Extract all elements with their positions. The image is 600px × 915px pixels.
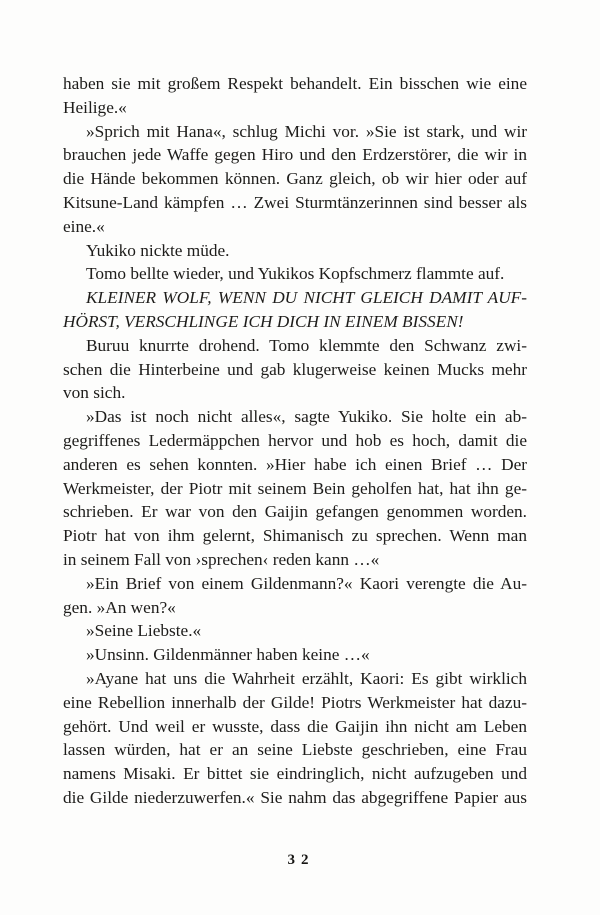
text-line: eine Rebellion innerhalb der Gilde! Piotrs Werkmeister hat dazu- [63, 692, 527, 712]
text-line: eine.« [63, 216, 105, 236]
text-line: Yukiko nickte müde. [86, 240, 230, 260]
text-line: Buruu knurrte drohend. Tomo klemmte den Schwanz zwi- [86, 335, 527, 355]
text-line: gehört. Und weil er wusste, dass die Gaijin ihn nicht am Leben [63, 716, 527, 736]
text-line: gegriffenes Ledermäppchen hervor und hob es hoch, damit die [63, 430, 527, 450]
text-line: »Das ist noch nicht alles«, sagte Yukiko. Sie holte ein ab- [86, 407, 527, 427]
text-line: gen. »An wen?« [63, 597, 176, 617]
page-text [63, 72, 527, 810]
text-line: in seinem Fall von ›sprechen‹ reden kann …« [63, 549, 380, 569]
text-line: HÖRST, VERSCHLINGE ICH DICH IN EINEM BISSEN! [63, 311, 464, 331]
text-line: schen die Hinterbeine und gab klugerweise keinen Mucks mehr [63, 359, 527, 379]
text-line: die Gilde niederzuwerfen.« Sie nahm das abgegriffene Papier aus [63, 787, 527, 807]
text-line: »Ayane hat uns die Wahrheit erzählt, Kaori: Es gibt wirklich [86, 668, 527, 688]
text-line: schrieben. Er war von den Gaijin gefangen genommen worden. [63, 502, 527, 522]
text-line: brauchen jede Waffe gegen Hiro und den Erdzerstörer, die wir in [63, 145, 527, 165]
text-line: namens Misaki. Er bittet sie eindringlich, nicht aufzugeben und [63, 764, 527, 784]
text-line: von sich. [63, 383, 126, 403]
text-line: lassen würden, hat er an seine Liebste geschrieben, eine Frau [63, 740, 527, 760]
text-line: anderen es sehen konnten. »Hier habe ich einen Brief … Der [63, 454, 527, 474]
text-line: Heilige.« [63, 97, 127, 117]
text-line: Kitsune-Land kämpfen … Zwei Sturmtänzerinnen sind besser als [63, 192, 527, 212]
text-line: »Unsinn. Gildenmänner haben keine …« [86, 645, 370, 665]
text-line: Tomo bellte wieder, und Yukikos Kopfschmerz flammte auf. [86, 264, 505, 284]
text-line: Werkmeister, der Piotr mit seinem Bein geholfen hat, hat ihn ge- [63, 478, 527, 498]
text-line: haben sie mit großem Respekt behandelt. Ein bisschen wie eine [63, 74, 527, 93]
text-line: »Ein Brief von einem Gildenmann?« Kaori verengte die Au- [86, 573, 527, 593]
text-line: Piotr hat von ihm gelernt, Shimanisch zu sprechen. Wenn man [63, 526, 527, 546]
text-line: die Hände bekommen können. Ganz gleich, ob wir hier oder auf [63, 169, 527, 189]
text-line: »Sprich mit Hana«, schlug Michi vor. »Sie ist stark, und wir [86, 121, 527, 141]
text-line: KLEINER WOLF, WENN DU NICHT GLEICH DAMIT AUF- [86, 288, 527, 308]
page-number: 32 [287, 852, 315, 868]
text-line: »Seine Liebste.« [86, 621, 202, 641]
